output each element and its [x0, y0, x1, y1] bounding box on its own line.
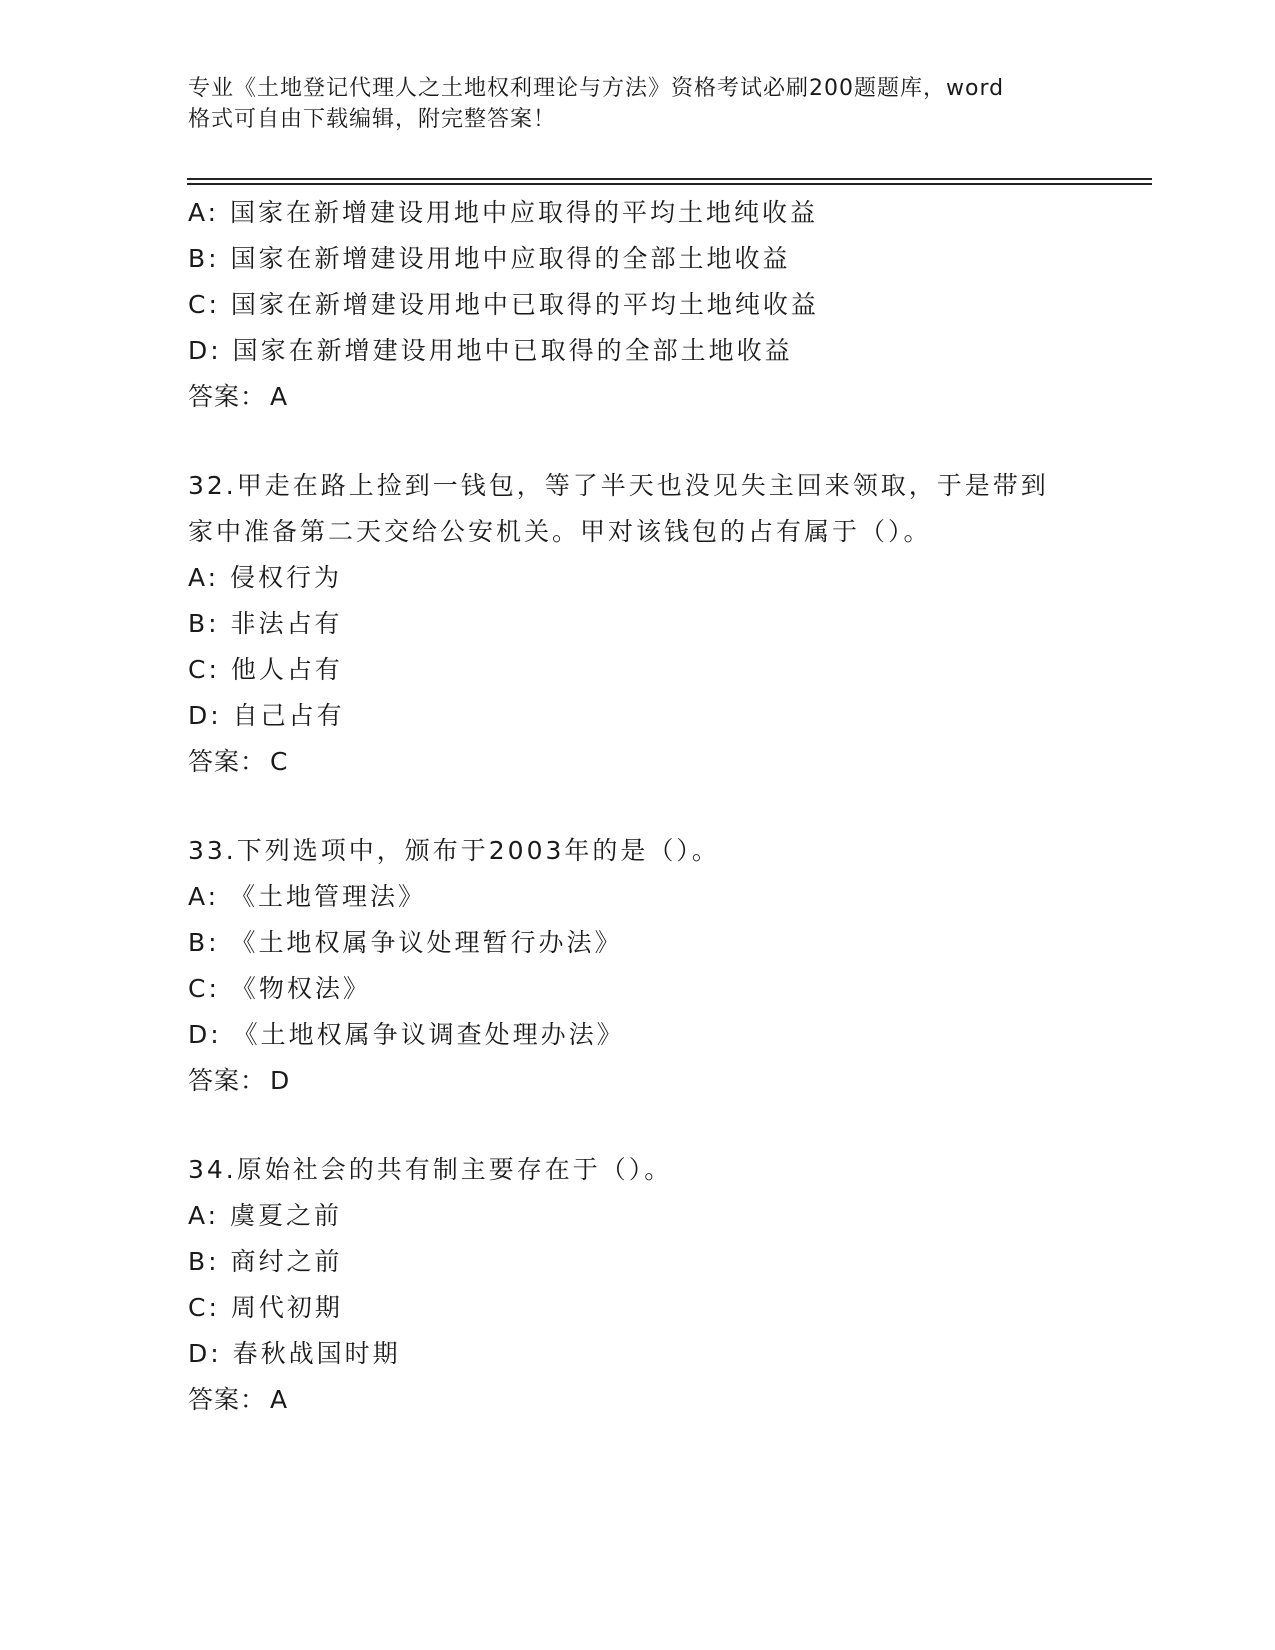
question-stem-line-1: 33.下列选项中，颁布于2003年的是（）。	[188, 836, 720, 865]
question-stem	[188, 1147, 1108, 1193]
option-letter: A:	[188, 198, 220, 227]
document-header	[188, 73, 1068, 135]
option-text: 非法占有	[230, 609, 343, 638]
option-text: 国家在新增建设用地中已取得的全部土地收益	[232, 336, 793, 365]
question-content	[188, 190, 1108, 1423]
header-divider-top	[187, 178, 1152, 180]
option-letter: D:	[188, 1339, 222, 1368]
question-32	[188, 463, 1108, 785]
answer-line	[188, 739, 1108, 785]
option-text: 他人占有	[230, 655, 343, 684]
option-c	[188, 282, 1108, 328]
question-stem-line-1: 34.原始社会的共有制主要存在于（）。	[188, 1155, 673, 1184]
answer-value: A	[270, 1385, 289, 1414]
option-text: 《土地权属争议处理暂行办法》	[230, 928, 623, 957]
option-letter: A:	[188, 882, 220, 911]
option-d	[188, 1012, 1108, 1058]
option-d	[188, 328, 1108, 374]
question-31-continuation	[188, 190, 1108, 420]
option-b	[188, 920, 1108, 966]
option-letter: D:	[188, 1020, 222, 1049]
question-stem-line-2: 家中准备第二天交给公安机关。甲对该钱包的占有属于（）。	[188, 517, 932, 546]
option-text: 商纣之前	[230, 1247, 343, 1276]
header-divider-bottom	[187, 183, 1152, 185]
option-letter: D:	[188, 336, 222, 365]
option-d	[188, 1331, 1108, 1377]
option-c	[188, 966, 1108, 1012]
option-letter: C:	[188, 655, 220, 684]
question-stem-line-1: 32.甲走在路上捡到一钱包，等了半天也没见失主回来领取，于是带到	[188, 471, 1049, 500]
option-letter: B:	[188, 244, 220, 273]
answer-label: 答案：	[188, 747, 267, 776]
option-b	[188, 601, 1108, 647]
header-line-2: 格式可自由下载编辑，附完整答案！	[188, 107, 557, 132]
option-text: 国家在新增建设用地中应取得的平均土地纯收益	[230, 198, 819, 227]
option-letter: C:	[188, 1293, 220, 1322]
option-letter: B:	[188, 609, 220, 638]
option-a	[188, 874, 1108, 920]
question-33	[188, 828, 1108, 1104]
question-34	[188, 1147, 1108, 1423]
question-stem	[188, 463, 1108, 555]
answer-line	[188, 1058, 1108, 1104]
option-a	[188, 555, 1108, 601]
option-text: 自己占有	[232, 701, 345, 730]
option-letter: A:	[188, 1201, 220, 1230]
option-text: 虞夏之前	[230, 1201, 343, 1230]
option-a	[188, 1193, 1108, 1239]
option-letter: B:	[188, 1247, 220, 1276]
option-text: 《土地权属争议调查处理办法》	[232, 1020, 625, 1049]
option-text: 《物权法》	[230, 974, 371, 1003]
answer-line	[188, 374, 1108, 420]
option-letter: A:	[188, 563, 220, 592]
option-letter: C:	[188, 974, 220, 1003]
option-text: 周代初期	[230, 1293, 343, 1322]
option-text: 侵权行为	[230, 563, 343, 592]
option-d	[188, 693, 1108, 739]
option-letter: D:	[188, 701, 222, 730]
option-text: 春秋战国时期	[232, 1339, 401, 1368]
question-stem	[188, 828, 1108, 874]
option-c	[188, 1285, 1108, 1331]
option-letter: C:	[188, 290, 220, 319]
answer-line	[188, 1377, 1108, 1423]
answer-value: C	[270, 747, 289, 776]
option-text: 国家在新增建设用地中应取得的全部土地收益	[230, 244, 791, 273]
option-text: 《土地管理法》	[230, 882, 427, 911]
option-b	[188, 1239, 1108, 1285]
option-a	[188, 190, 1108, 236]
option-text: 国家在新增建设用地中已取得的平均土地纯收益	[230, 290, 819, 319]
answer-value: D	[270, 1066, 291, 1095]
header-line-1: 专业《土地登记代理人之土地权利理论与方法》资格考试必刷200题题库，word	[188, 76, 1005, 101]
answer-label: 答案：	[188, 1066, 267, 1095]
option-c	[188, 647, 1108, 693]
answer-label: 答案：	[188, 1385, 267, 1414]
answer-label: 答案：	[188, 382, 267, 411]
option-letter: B:	[188, 928, 220, 957]
option-b	[188, 236, 1108, 282]
answer-value: A	[270, 382, 289, 411]
